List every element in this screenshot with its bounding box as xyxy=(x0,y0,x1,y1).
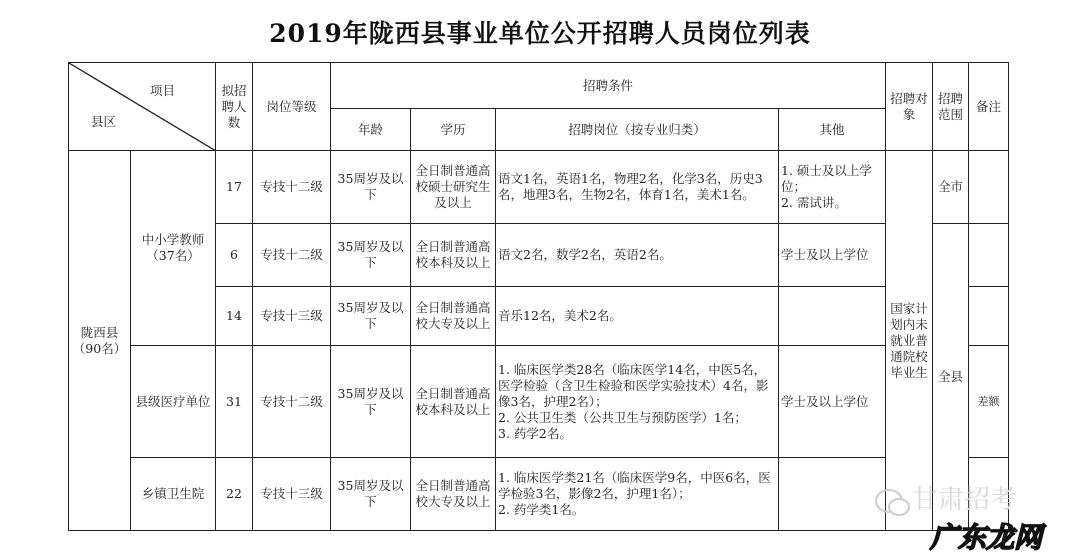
count-cell: 17 xyxy=(216,151,253,224)
header-age: 年龄 xyxy=(331,109,411,151)
other-cell xyxy=(779,458,886,531)
posts-cell: 音乐12名，美术2名。 xyxy=(496,287,779,346)
education-cell: 全日制普通高校大专及以上 xyxy=(411,458,496,531)
education-cell: 全日制普通高校本科及以上 xyxy=(411,346,496,458)
header-county: 县区 xyxy=(91,114,117,129)
posts-cell: 1. 临床医学类28名（临床医学14名，中医5名，医学检验（含卫生检验和医学实验技术）4名，影像3名，护理2名）； 2. 公共卫生类（公共卫生与预防医学）1名； 3. 药学2名。 xyxy=(496,346,779,458)
remark-cell xyxy=(969,151,1009,224)
age-cell: 35周岁及以下 xyxy=(331,458,411,531)
header-grade: 岗位等级 xyxy=(253,63,331,151)
grade-cell: 专技十三级 xyxy=(253,458,331,531)
header-education: 学历 xyxy=(411,109,496,151)
education-cell: 全日制普通高校本科及以上 xyxy=(411,224,496,287)
other-cell: 学士及以上学位 xyxy=(779,224,886,287)
county-cell: 陇西县（90名） xyxy=(69,151,131,531)
grade-cell: 专技十二级 xyxy=(253,346,331,458)
diagonal-line xyxy=(69,63,216,151)
count-cell: 31 xyxy=(216,346,253,458)
header-target: 招聘对象 xyxy=(886,63,933,151)
page-title: 2019年陇西县事业单位公开招聘人员岗位列表 xyxy=(269,19,811,48)
remark-cell xyxy=(969,287,1009,346)
target-cell: 国家计划内未就业普通院校毕业生 xyxy=(886,151,933,531)
scope-cell: 全县 xyxy=(933,224,969,531)
table-row xyxy=(69,151,1009,224)
remark-cell xyxy=(969,224,1009,287)
table-row xyxy=(69,346,1009,458)
header-conditions: 招聘条件 xyxy=(331,63,886,109)
age-cell: 35周岁及以下 xyxy=(331,287,411,346)
unit-cell: 中小学教师（37名） xyxy=(131,151,216,346)
unit-cell: 县级医疗单位 xyxy=(131,346,216,458)
watermark-site: 广东龙网 xyxy=(930,521,1043,554)
count-cell: 22 xyxy=(216,458,253,531)
other-cell xyxy=(779,287,886,346)
count-cell: 6 xyxy=(216,224,253,287)
wechat-icon xyxy=(873,486,913,520)
header-posts: 招聘岗位（按专业归类） xyxy=(496,109,779,151)
unit-cell: 乡镇卫生院 xyxy=(131,458,216,531)
age-cell: 35周岁及以下 xyxy=(331,151,411,224)
age-cell: 35周岁及以下 xyxy=(331,224,411,287)
grade-cell: 专技十二级 xyxy=(253,151,331,224)
header-item: 项目 xyxy=(149,83,175,98)
header-count: 拟招聘人数 xyxy=(216,63,253,151)
watermark-source: 甘肃招考 xyxy=(912,485,1017,515)
grade-cell: 专技十三级 xyxy=(253,287,331,346)
diagonal-header-cell xyxy=(69,63,216,151)
grade-cell: 专技十二级 xyxy=(253,224,331,287)
posts-cell: 语文1名，英语1名，物理2名，化学3名，历史3名，地理3名，生物2名，体育1名，美术1名。 xyxy=(496,151,779,224)
remark-cell: 差额 xyxy=(969,346,1009,458)
other-cell: 1. 硕士及以上学位； 2. 需试讲。 xyxy=(779,151,886,224)
table-row xyxy=(69,458,1009,531)
header-remark: 备注 xyxy=(969,63,1009,151)
recruitment-table xyxy=(68,62,1009,531)
header-other: 其他 xyxy=(779,109,886,151)
posts-cell: 语文2名，数学2名，英语2名。 xyxy=(496,224,779,287)
count-cell: 14 xyxy=(216,287,253,346)
posts-cell: 1. 临床医学类21名（临床医学9名，中医6名，医学检验3名，影像2名，护理1名）； 2. 药学类1名。 xyxy=(496,458,779,531)
other-cell: 学士及以上学位 xyxy=(779,346,886,458)
education-cell: 全日制普通高校硕士研究生及以上 xyxy=(411,151,496,224)
education-cell: 全日制普通高校大专及以上 xyxy=(411,287,496,346)
scope-cell: 全市 xyxy=(933,151,969,224)
header-scope: 招聘范围 xyxy=(933,63,969,151)
age-cell: 35周岁及以下 xyxy=(331,346,411,458)
